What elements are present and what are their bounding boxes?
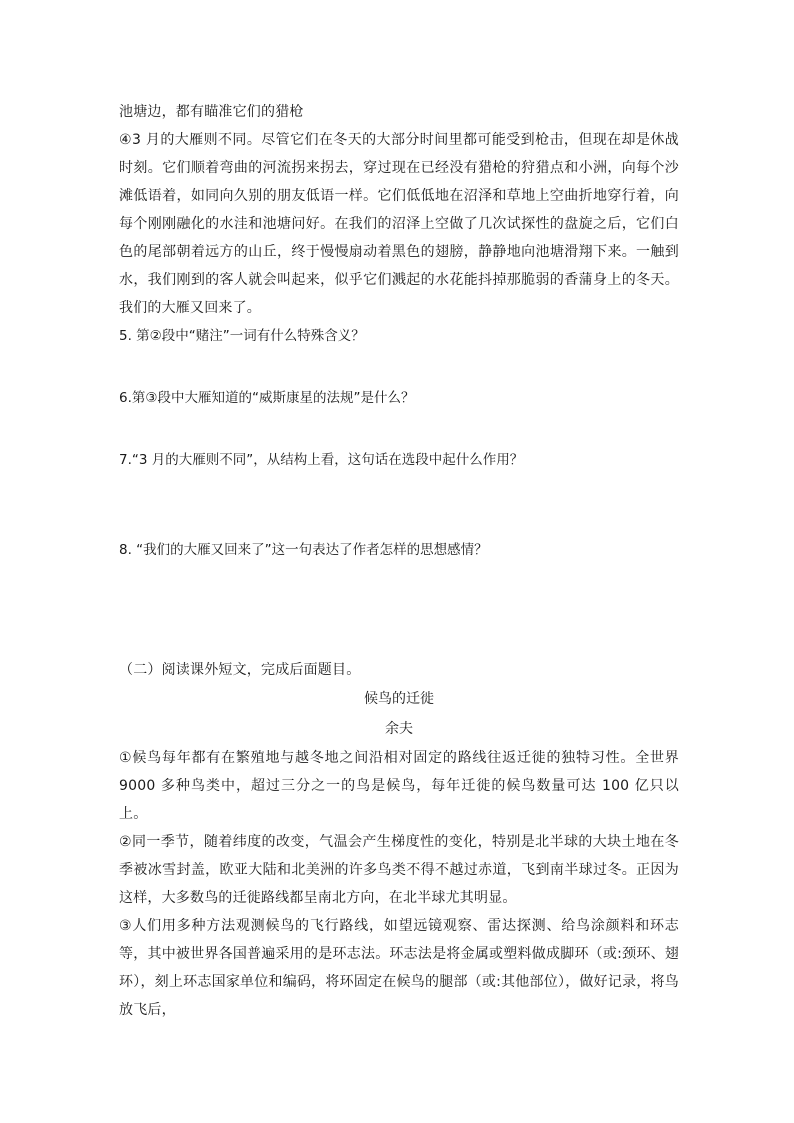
article-paragraph-2: ②同一季节，随着纬度的改变，气温会产生梯度性的变化，特别是北半球的大块土地在冬季被冰雪封盖，欧亚大陆和北美洲的许多鸟类不得不越过赤道，飞到南半球过冬。正因为这样，大多数鸟的迁徙路线都呈南北方向，在北半球尤其明显。	[119, 834, 679, 906]
answer-space-5	[119, 350, 679, 384]
question-7: 7.“3 月的大雁则不同”，从结构上看，这句话在选段中起什么作用？	[119, 452, 524, 468]
question-5: 5. 第②段中“赌注”一词有什么特殊含义？	[119, 328, 365, 344]
answer-space-8	[119, 564, 679, 656]
article-paragraph-1: ①候鸟每年都有在繁殖地与越冬地之间沿相对固定的路线往返迁徙的独特习性。全世界 9000 多种鸟类中，超过三分之一的鸟是候鸟，每年迁徙的候鸟数量可达 100 亿只以上。	[119, 750, 679, 822]
passage-line-top: 池塘边，都有瞄准它们的猎枪	[119, 104, 304, 120]
passage-paragraph-4: ④3 月的大雁则不同。尽管它们在冬天的大部分时间里都可能受到枪击，但现在却是休战时刻。它们顺着弯曲的河流拐来拐去，穿过现在已经没有猎枪的狩猎点和小洲，向每个沙滩低语着，如同向久别的朋友低语一样。它们低低地在沼泽和草地上空曲折地穿行着，向每个刚刚融化的水洼和池塘问好。在我们的沼泽上空做了几次试探性的盘旋之后，它们白色的尾部朝着远方的山丘，终于慢慢扇动着黑色的翅膀，静静地向池塘滑翔下来。一触到水，我们刚到的客人就会叫起来，似乎它们溅起的水花能抖掉那脆弱的香蒲身上的冬天。我们的大雁又回来了。	[119, 132, 679, 316]
article-paragraph-3: ③人们用多种方法观测候鸟的飞行路线，如望远镜观察、雷达探测、给鸟涂颜料和环志等，其中被世界各国普遍采用的是环志法。环志法是将金属或塑料做成脚环（或:颈环、翅环），刻上环志国家单位和编码，将环固定在候鸟的腿部（或:其他部位），做好记录，将鸟放飞后，	[119, 918, 679, 1018]
section-heading: （二）阅读课外短文，完成后面题目。	[119, 662, 361, 678]
answer-space-6	[119, 412, 679, 446]
answer-space-7	[119, 474, 679, 536]
article-author: 余夫	[385, 721, 413, 737]
question-6: 6.第③段中大雁知道的“威斯康星的法规”是什么？	[119, 390, 415, 406]
article-title: 候鸟的迁徙	[364, 691, 434, 707]
document-content	[119, 98, 679, 1024]
question-8: 8. “我们的大雁又回来了”这一句表达了作者怎样的思想感情？	[119, 542, 488, 558]
